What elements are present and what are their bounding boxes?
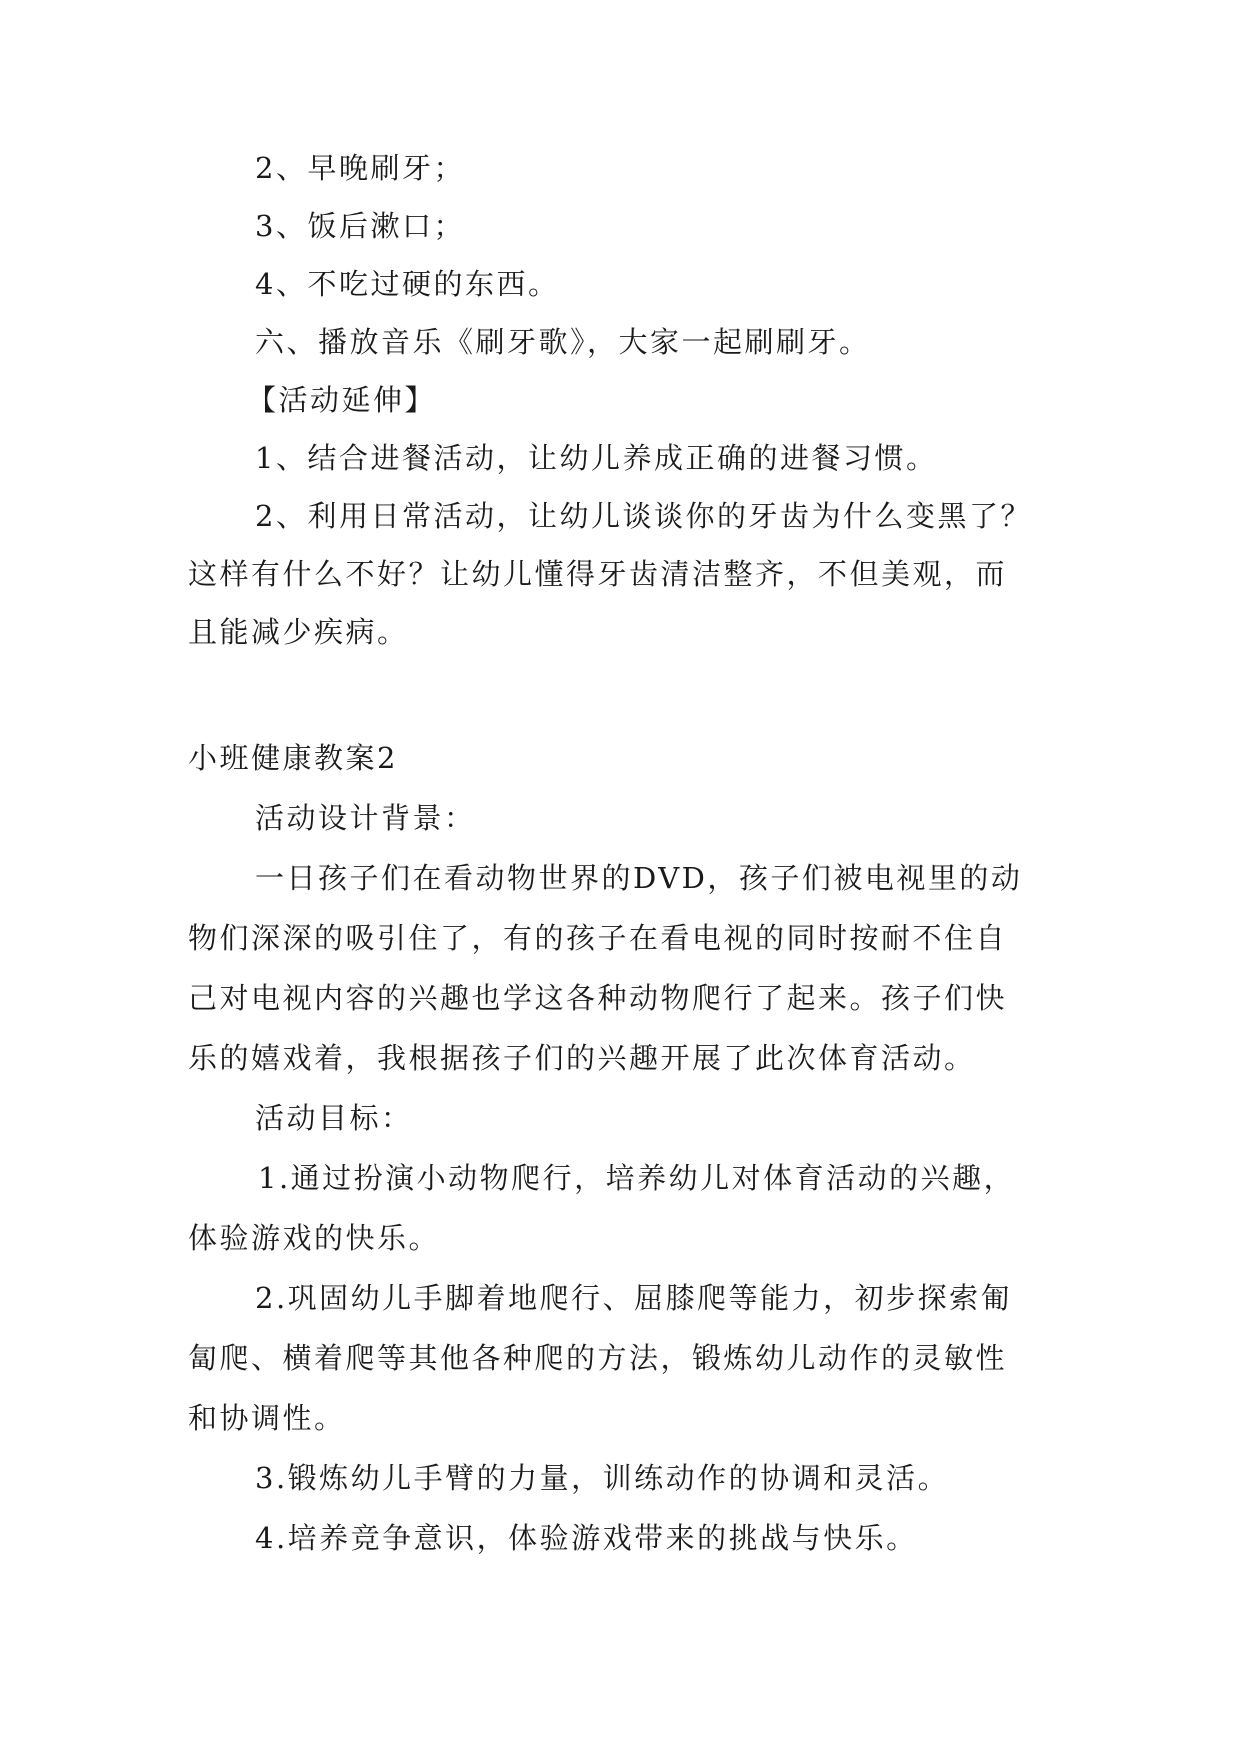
- extension-item-2-line-1: 2、利用日常活动，让幼儿谈谈你的牙齿为什么变黑了？: [255, 499, 1032, 533]
- goal-3: 3.锻炼幼儿手臂的力量，训练动作的协调和灵活。: [255, 1461, 950, 1495]
- extension-item-1: 1、结合进餐活动，让幼儿养成正确的进餐习惯。: [255, 441, 938, 475]
- goal-2-line-2: 匐爬、横着爬等其他各种爬的方法，锻炼幼儿动作的灵敏性: [188, 1341, 1008, 1375]
- background-paragraph-line-3: 己对电视内容的兴趣也学这各种动物爬行了起来。孩子们快: [188, 981, 1008, 1015]
- goal-2-line-1: 2.巩固幼儿手脚着地爬行、屈膝爬等能力，初步探索匍: [255, 1281, 1013, 1315]
- background-paragraph-line-4: 乐的嬉戏着，我根据孩子们的兴趣开展了此次体育活动。: [188, 1041, 976, 1075]
- goals-heading: 活动目标：: [255, 1101, 413, 1135]
- section-title: 小班健康教案2: [188, 741, 398, 775]
- step-six-music: 六、播放音乐《刷牙歌》，大家一起刷刷牙。: [255, 325, 871, 359]
- list-item-rinse-after-meal: 3、饭后漱口；: [255, 209, 465, 243]
- background-heading: 活动设计背景：: [255, 801, 476, 835]
- background-paragraph-line-1: 一日孩子们在看动物世界的DVD，孩子们被电视里的动: [255, 861, 1023, 895]
- goal-4: 4.培养竞争意识，体验游戏带来的挑战与快乐。: [255, 1521, 918, 1555]
- list-item-brush-morning-night: 2、早晚刷牙；: [255, 151, 465, 185]
- extension-item-2-line-3: 且能减少疾病。: [188, 615, 409, 649]
- goal-1-line-1: 1.通过扮演小动物爬行，培养幼儿对体育活动的兴趣，: [258, 1161, 1016, 1195]
- goal-2-line-3: 和协调性。: [188, 1401, 346, 1435]
- extension-item-2-line-2: 这样有什么不好？让幼儿懂得牙齿清洁整齐，不但美观，而: [188, 557, 1008, 591]
- extension-heading: 【活动延伸】: [247, 383, 437, 417]
- goal-1-line-2: 体验游戏的快乐。: [188, 1221, 441, 1255]
- background-paragraph-line-2: 物们深深的吸引住了，有的孩子在看电视的同时按耐不住自: [188, 921, 1008, 955]
- list-item-no-hard-food: 4、不吃过硬的东西。: [255, 267, 560, 301]
